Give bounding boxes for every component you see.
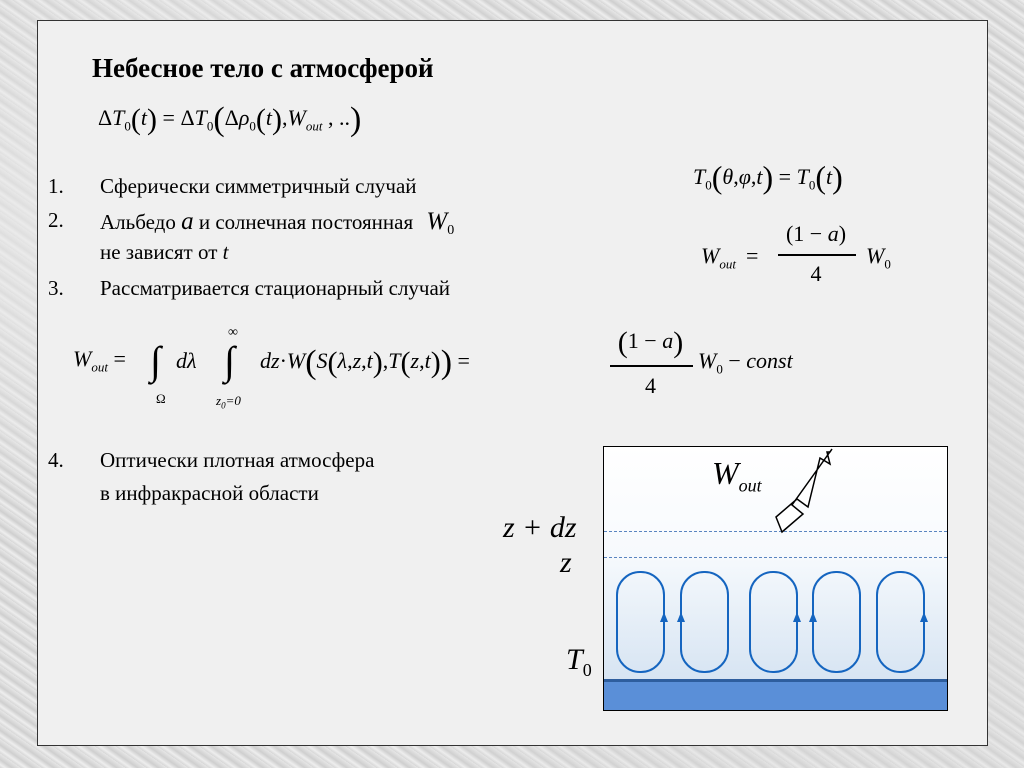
list-item-4-line1: Оптически плотная атмосфера — [100, 448, 375, 472]
convection-cell-1 — [617, 572, 664, 672]
list-number-3: 3. — [48, 276, 64, 300]
label-t0: $T_0$ — [566, 643, 592, 680]
formula-wout-fraction-line — [778, 254, 856, 256]
slide — [37, 20, 988, 746]
integral-sign-z: ∫ — [224, 338, 235, 383]
label-z: z — [560, 546, 572, 579]
list-number-4: 4. — [48, 448, 64, 472]
list-number-1: 1. — [48, 174, 64, 198]
outgoing-radiation-arrow — [776, 449, 832, 532]
list-item-3: Рассматривается стационарный случай — [100, 276, 451, 300]
formula-wout: $W_{out}$ = — [701, 243, 759, 272]
integral-body: dz·W(S(λ,z,t),T(z,t)) = — [260, 344, 470, 381]
integral-fraction-line — [610, 365, 693, 367]
integral-lower-limit: $z_0=0$ — [216, 393, 241, 411]
integral-sign-omega: ∫ — [150, 338, 161, 383]
ground-surface — [604, 679, 947, 710]
list-number-2: 2. — [48, 208, 64, 232]
list-item-2-line1: Альбедо a и солнечная постоянная $W_0$ — [100, 208, 455, 239]
flow-arrow-4 — [809, 612, 817, 622]
formula-wout-denominator: 4 — [810, 261, 822, 286]
integral-d-lambda: dλ — [176, 348, 197, 373]
list-item-2-line2: не зависят от t — [100, 240, 229, 264]
atmosphere-diagram — [603, 446, 948, 711]
convection-cells — [604, 447, 948, 711]
integral-rhs: $W_0$ − const — [698, 348, 793, 377]
integral-denominator: 4 — [645, 373, 656, 398]
formula-delta-t0: $\Delta T_0(t) = \Delta T_0(\Delta\rho_0(t),W_{out}$ , ..) — [98, 101, 362, 138]
formula-integral: $W_{out}$ = — [73, 346, 126, 375]
flow-arrow-3 — [793, 612, 801, 622]
convection-cell-4 — [813, 572, 860, 672]
list-item-1: Сферически симметричный случай — [100, 174, 417, 198]
formula-spherical: $T_0(\theta,\varphi,t) = T_0(t)$ — [693, 159, 843, 195]
label-wout: $W_{out}$ — [712, 455, 762, 496]
integral-upper-limit: ∞ — [228, 325, 238, 340]
label-z-plus-dz: z + dz — [503, 511, 577, 544]
formula-wout-numerator: (1 − a) — [785, 221, 847, 246]
convection-cell-5 — [877, 572, 924, 672]
integral-limit-omega: Ω — [156, 391, 166, 406]
flow-arrow-5 — [920, 612, 928, 622]
integral-numerator: (1 − a) — [617, 326, 684, 359]
formula-wout-w0: $W_0$ — [866, 243, 891, 272]
flow-arrow-2 — [677, 612, 685, 622]
flow-arrow-1 — [660, 612, 668, 622]
list-item-4-line2: в инфракрасной области — [100, 481, 319, 505]
slide-title: Небесное тело с атмосферой — [92, 53, 434, 83]
convection-cell-3 — [750, 572, 797, 672]
convection-cell-2 — [681, 572, 728, 672]
